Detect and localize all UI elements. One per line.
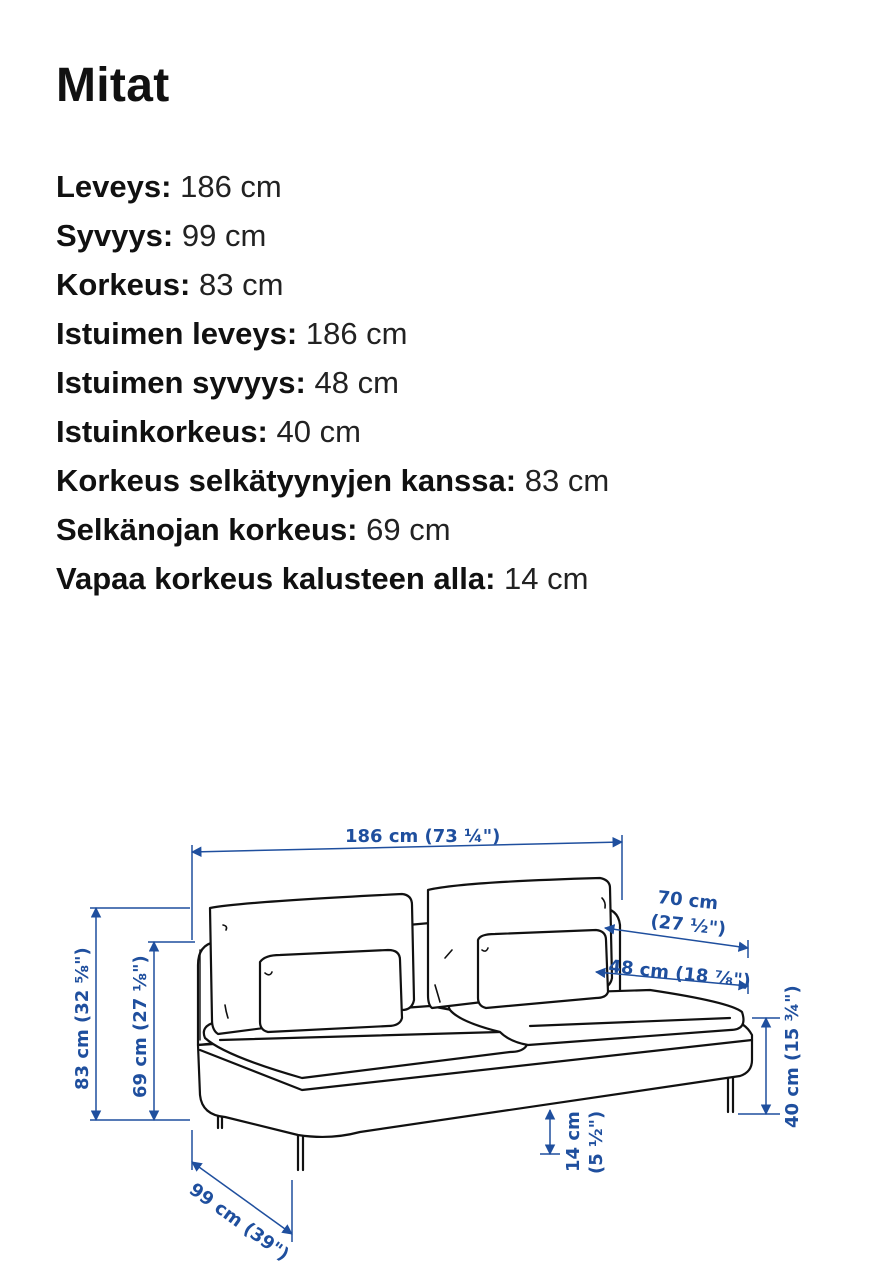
spec-row-height <box>56 260 609 309</box>
spec-row-height-with-cushions <box>56 456 609 505</box>
seat-height-dimension-label: 40 cm (15 ¾") <box>782 985 803 1128</box>
total-height-dimension-label: 83 cm (32 ⅝") <box>72 947 93 1090</box>
sofa-dimension-diagram <box>40 790 840 1270</box>
spec-label: Istuinkorkeus: <box>56 414 268 449</box>
spec-row-width <box>56 162 609 211</box>
spec-label: Leveys: <box>56 169 172 204</box>
spec-row-depth <box>56 211 609 260</box>
spec-label: Korkeus: <box>56 267 191 302</box>
back-height-dimension-label: 69 cm (27 ⅛") <box>130 955 151 1098</box>
spec-row-seat-height <box>56 407 609 456</box>
depth-dimension-label: 99 cm (39") <box>185 1179 293 1266</box>
spec-row-seat-width <box>56 309 609 358</box>
spec-label: Istuimen syvyys: <box>56 365 306 400</box>
lumbar-cushion-left <box>260 950 402 1032</box>
spec-label: Vapaa korkeus kalusteen alla: <box>56 561 496 596</box>
clearance-dimension-label-in: (5 ½") <box>586 1110 607 1174</box>
spec-value: 14 cm <box>504 561 589 596</box>
top-depth-dimension-label-in: (27 ½") <box>649 911 728 940</box>
spec-label: Syvyys: <box>56 218 174 253</box>
spec-value: 83 cm <box>524 463 610 498</box>
dimension-list <box>56 162 609 603</box>
spec-value: 69 cm <box>366 512 451 547</box>
spec-row-backrest-height <box>56 505 609 554</box>
spec-row-clearance <box>56 554 609 603</box>
spec-label: Korkeus selkätyynyjen kanssa: <box>56 463 517 498</box>
top-depth-dimension-label-cm: 70 cm <box>656 887 720 915</box>
spec-row-seat-depth <box>56 358 609 407</box>
spec-value: 48 cm <box>314 365 399 400</box>
spec-value: 186 cm <box>305 316 408 351</box>
spec-value: 186 cm <box>180 169 282 204</box>
spec-value: 83 cm <box>199 267 284 302</box>
spec-value: 40 cm <box>276 414 361 449</box>
width-dimension-label: 186 cm (73 ¼") <box>345 826 501 847</box>
lumbar-cushion-right <box>478 930 608 1008</box>
seat-depth-dimension-label: 48 cm (18 ⅞") <box>607 956 752 992</box>
spec-label: Istuimen leveys: <box>56 316 298 351</box>
page-title: Mitat <box>56 59 170 112</box>
spec-value: 99 cm <box>181 218 267 253</box>
clearance-dimension-label-cm: 14 cm <box>563 1111 584 1172</box>
spec-label: Selkänojan korkeus: <box>56 512 358 547</box>
